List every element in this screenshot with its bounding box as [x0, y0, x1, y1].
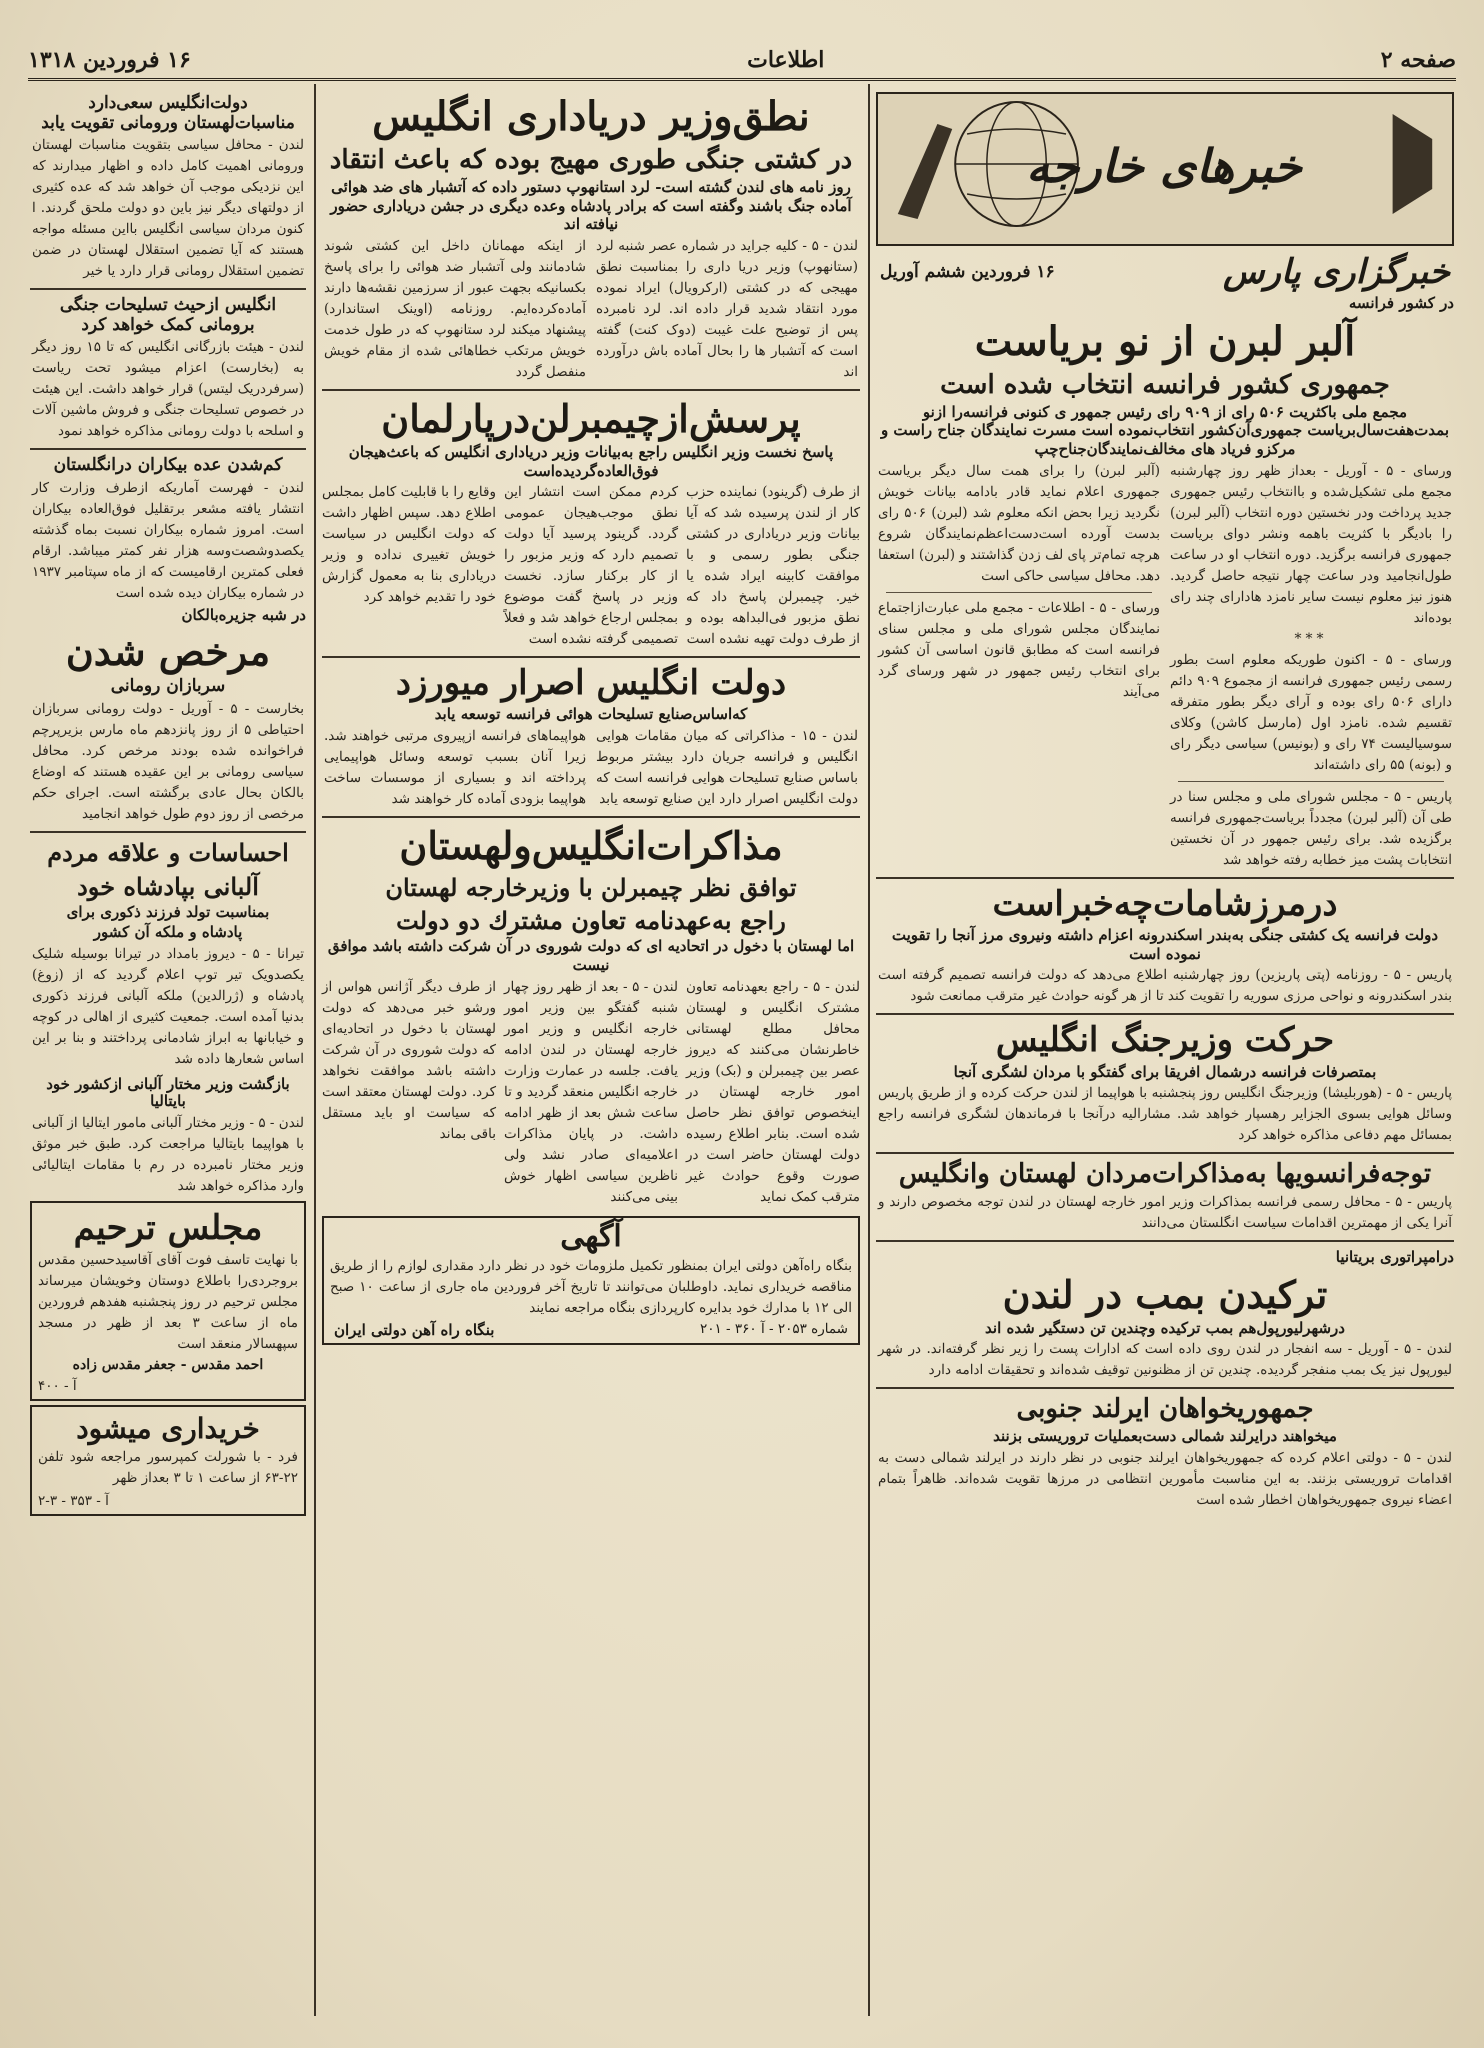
headline-albania: احساسات و علاقه مردم — [47, 838, 289, 868]
british-insist-body — [324, 726, 858, 810]
separator-stars: *** — [1294, 630, 1328, 647]
agency-date: ۱۶ فروردین ششم آوریل — [880, 262, 1055, 282]
paper-name: اطلاعات — [747, 47, 825, 73]
anglo-polish-body-c: از طرف دیگر آژانس هواس از ورشو خبر می‌دهد که دولت لهستان با دخول در اتحادیه‌ای که دولت شوروی در آن شرکت داشته باشد موافقت نخواهد کرد. دولت لهستان معتقد است که سیاست او باید مستقل باقی بماند — [322, 978, 496, 1142]
rule — [322, 389, 860, 391]
lebrun-body — [878, 461, 1452, 871]
column-divider-left — [314, 84, 316, 2016]
british-insist-body-a: لندن - ۱۵ - مذاکراتی که میان مقامات هوایی انگلیس و فرانسه جریان دارد بیشتر مربوط باساس صنایع تسلیحات هوایی فرانسه است که دولت انگلیس اصرار دارد این صنایع توسعه یابد — [596, 728, 858, 808]
memorial-notice — [30, 1201, 306, 1402]
rule — [876, 1013, 1454, 1015]
headline-albanian-minister: بازگشت وزیر مختار آلبانی ازکشور خود بایتالیا — [46, 1075, 290, 1111]
column-middle — [318, 88, 864, 2016]
rule — [876, 877, 1454, 879]
headline-chamberlain-question: پرسش‌ازچیمبرلن‌درپارلمان — [381, 396, 801, 442]
issue-date: ۱۶ فروردین ۱۳۱۸ — [28, 47, 191, 73]
sub-london-bomb: درشهرلیورپول‌هم بمب ترکیده وچندین تن دستگیر شده اند — [985, 1318, 1345, 1337]
sub-albania-2: بمناسبت تولد فرزند ذکوری برای — [66, 902, 270, 921]
body-london-bomb: لندن - ۵ - آوریل - سه انفجار در لندن روی داده است که ادارات پست را زیر نظر گرفته‌اند. در شهر لیورپول نیز یک بمب منفجر گردیده. چندین تن از مظنونین توقیف شده‌اند و تحقیقات ادامه دارد — [878, 1341, 1452, 1379]
headline-anglo-polish: مذاکرات‌انگلیس‌ولهستان — [399, 823, 783, 869]
headline-lebrun-sub: جمهوری کشور فرانسه انتخاب شده است — [940, 369, 1390, 400]
headline-discharge: مرخص شدن — [65, 629, 271, 675]
sub-anglo-polish-2: راجع به‌عهدنامه تعاون مشترك دو دولت — [396, 906, 786, 936]
british-insist-body-b: هواپیماهای فرانسه ازپیروی مرتبی خواهند شد. زیرا آنان بسبب توسعه وسائل هواپیمایی پرداخته اند و بسیاری از موسسات ساخت هواپیما بزودی آماده کار خواهند شد — [324, 728, 586, 808]
column-foreign-news — [872, 88, 1458, 2016]
sub-chamberlain-question: پاسخ نخست وزیر انگلیس راجع به‌بیانات وزیر دریاداری انگلیس که باعث‌هیجان فوق‌العاده‌گردیده‌است — [348, 442, 834, 480]
headline-unemployment: کم‌شدن عده بیکاران در‌انگلستان — [53, 455, 283, 476]
rule — [322, 816, 860, 818]
rule — [322, 656, 860, 658]
headline-french-attention: توجه‌فرانسویها به‌مذاکرات‌مردان لهستان وانگلیس — [898, 1159, 1432, 1190]
rule — [30, 831, 306, 833]
sub-admiralty-speech: در کشتی جنگی طوری مهیج بوده که باعث انتقاد — [329, 145, 853, 175]
purchase-title: خریداری میشود — [76, 1412, 260, 1446]
body-irish-republicans: لندن - ۵ - دولتی اعلام کرده که جمهوریخواهان ایرلند جنوبی در نظر دارند در ایرلند شمالی دست به اقدامات تروریستی بزنند. به این مناسبت مأمورین انتظامی در مرزها تقویت شده‌اند. ظاهراً بتمام اعضاء نیروی جمهوریخواهان اخطار شده است — [878, 1450, 1452, 1509]
purchase-code: آ - ۳۵۳ - ۳-۲ — [38, 1493, 109, 1510]
body-poland-romania: لندن - محافل سیاسی بتقویت مناسبات لهستان ورومانی اهمیت کامل داده و اظهار میدارند که این نزدیکی موجب آن خواهد شد که عده کثیری از دولتهای دیگر نیز باین دو دولت ملحق گردند. ا کنون مردان سیاسی انگلیس بااین مسئله مواجه هستند که آیا تضمین استقلال لهستان در ضمن تضمین استقلال رومانی قرار دارد یا خیر — [32, 137, 304, 280]
deck-anglo-polish: اما لهستان با دخول در اتحادیه ای که دولت شوروی در آن شرکت داشته باشد موافق نیست — [327, 937, 855, 974]
memorial-signature: احمد مقدس - جعفر مقدس زاده — [72, 1356, 264, 1373]
body-war-minister: پاریس - ۵ - (هوربلیشا) وزیرجنگ انگلیس روز پنجشنبه با هواپیما از لندن حرکت کرده و از طریق پاریس وسائل هوایی بسوی الجزایر رهسپار خواهد شد. مشارالیه درآنجا با فرماندهان لشگری فرانسه راجع بمسائل مهم دفاعی مذاکره خواهد کرد — [878, 1085, 1452, 1144]
headline-arms-romania: انگلیس ازحیث تسلیحات جنگی برومانی کمک خواهد کرد — [59, 295, 277, 335]
headline-british-insist: دولت انگلیس اصرار میورزد — [395, 663, 787, 704]
column-left — [26, 88, 310, 2016]
admiralty-body-a: لندن - ۵ - کلیه جراید در شماره عصر شنبه لرد (ستانهوپ) وزیر دریا داری را بمناسبت نطق مهیجی که در کشتی (ارکرویال) ایراد نموده مورد انتقاد شدید قرار داده اند. لرد نامبرده پس از توضیح علت غیبت (دوک کنت) گفته است که آتشبار ها را بحال آماده باش درآورده اند — [596, 238, 858, 381]
body-arms-romania: لندن - هیئت بازرگانی انگلیس که تا ۱۵ روز دیگر به (بخارست) اعزام میشود تحت ریاست (سرفردریک لیتس) قرار خواهد داشت. این هیئت در خصوص تسلیحات جنگی و فروش ماشین آلات و اسلحه با دولت رومانی مذاکره خواهد نمود — [32, 339, 304, 440]
chamberlain-body-c: وقایع را با قابلیت کامل بمجلس اطلاع دهد. سپس اظهار داشت که دولت انگلیس در سیاست خویش تغییری نداده و وزیر دریاداری بنا به معمول گزارش خود را تقدیم خواهد کرد — [322, 484, 496, 606]
headline-admiralty-speech: نطق‌وزیر دریاداری انگلیس — [372, 93, 810, 140]
chamberlain-body-a: از طرف (گرینود) نماینده حزب کار از لندن پرسیده شد که آیا بیانات وزیر دریاداری در کشتی جنگی بطور رسمی و با موافقت کابینه ایراد شده یا خیر. چیمبرلن پاسخ داد که نطق مزبور فی‌البداهه بوده و از طرف دولت تهیه نشده است — [686, 484, 860, 648]
agency-name: خبرگزاری پارس — [1222, 252, 1450, 292]
kicker-balkans: در شبه جزیره‌بالکان — [181, 605, 306, 624]
memorial-code: آ - ۴۰۰ — [38, 1378, 77, 1395]
sub-albania-1: آلبانی بپادشاه خود — [77, 872, 259, 902]
sub-british-insist: که‌اساس‌صنایع تسلیحات هوائی فرانسه توسعه یابد — [434, 705, 748, 724]
headline-london-bomb: ترکیدن بمب در لندن — [1002, 1271, 1328, 1317]
kicker-british-empire: درامپراتوری بریتانیا — [1335, 1248, 1454, 1267]
sub-syria-border: دولت فرانسه یک کشتی جنگی به‌بندر اسکندرونه اعزام داشته ونیروی مرز آنجا را تقویت نموده است — [891, 925, 1439, 963]
railway-advertisement — [322, 1216, 860, 1346]
anglo-polish-body-a: لندن - ۵ - راجع بعهدنامه تعاون مشترک انگلیس و لهستان محافل مطلع لهستانی خاطرنشان می‌کنند که دیروز عصر بین چیمبرلن و (بک) وزیر امور خارجه لهستان در اینخصوص توافق نظر حاصل شده است. بنابر اطلاع رسیده دولت لهستان حاضر است در صورت وقوع حوادث غیر مترقب کمک نماید — [686, 978, 860, 1205]
rule — [876, 1152, 1454, 1154]
ad-number: شماره ۲۰۵۳ - آ ۳۶۰ - ۲۰۱ — [699, 1321, 848, 1338]
headline-war-minister: حرکت وزیرجنگ انگلیس — [995, 1020, 1335, 1061]
separator-rule — [1178, 781, 1444, 782]
purchase-body: فرد - با شورلت کمپرسور مراجعه شود تلفن ۲۲-۶۳ از ساعت ۱ تا ۳ بعداز ظهر — [38, 1449, 298, 1487]
deck-admiralty-speech: روز نامه های لندن گشته است- لرد استانهوپ دستور داده که آتشبار های ضد هوائی آماده جنگ باشند وگفته است که برادر پادشاه وعده دیگری در جشن دریاداری حضور نیافته اند — [330, 177, 852, 234]
separator-rule — [886, 592, 1152, 593]
headline-irish-republicans: جمهوریخواهان ایرلند جنوبی — [1016, 1394, 1314, 1425]
admiralty-body-b: از اینکه مهمانان داخل این کشتی شوند شادمانند ولی آتشبار ضد هوائی را برای پاسخ بکسانیکه بجهت عبور از سرزمین نقشه‌ها دارند آماده‌کرده‌ایم. روزنامه (اوینک استاندارد) پیشنهاد میکند لرد ستانهوپ که در طول خدمت خویش مرتکب خطاهائی شده از مقام خویش منفصل گردد — [324, 238, 586, 381]
memorial-title: مجلس ترحیم — [73, 1207, 263, 1248]
deck-lebrun: مجمع ملی باکثریت ۵۰۶ رای از ۹۰۹ رای رئیس جمهور ی کنونی فرانسه‌را ازنو بمدت‌هفت‌سال‌بریاست جمهوری‌آن‌کشور انتخاب‌نمود‌ه است مسرت نمایندگان جناح راست و مرکزو فریاد های مخالف‌نمایندگان‌جناح‌چپ — [880, 402, 1450, 459]
headline-poland-romania: دولت‌انگلیس سعی‌دارد مناسبات‌لهستان ورومانی تقویت یابد — [41, 93, 295, 133]
sub-war-minister: بمتصرفات فرانسه درشمال افریقا برای گفتگو با مردان لشگری آنجا — [953, 1062, 1377, 1081]
sub-albania-3: پادشاه و ملکه آن کشور — [93, 923, 243, 942]
rule — [876, 1387, 1454, 1389]
body-discharge: بخارست - ۵ - آوریل - دولت رومانی سربازان احتیاطی ۵ از روز پانزدهم ماه مارس بزیرپرچم فراخوانده شده بودند مرخص کرد. محافل سیاسی رومانی بر این عقیده هستند که اوضاع بالکان بحال عادی برگشته است. اجرای حکم مرخصی از روز دوم طول خواهد انجامید — [32, 701, 304, 823]
headline-lebrun: آلبر لبرن از نو برياست — [974, 317, 1356, 365]
rule — [30, 288, 306, 290]
ad-body: بنگاه راه‌آهن دولتی ایران بمنظور تکمیل ملزومات خود در نظر دارد مقداری لوازم را از طریق مناقصه خریداری نماید. داوطلبان می‌توانند تا تاریخ آخر فروردین ماه جاری از ساعت ۱۰ صبح الی ۱۲ با مدارك خود بدایره کارپردازی بنگاه مراجعه نمایند — [330, 1258, 852, 1317]
column-divider-right — [868, 84, 870, 2016]
section-banner-title: خبرهای خارجه — [1026, 139, 1302, 193]
body-french-attention: پاریس - ۵ - محافل رسمی فرانسه بمذاکرات وزیر امور خارجه لهستان در لندن توجه مخصوص دارند و آنرا یکی از مهمترین اقدامات سیاست انگلستان می‌دانند — [878, 1194, 1452, 1232]
ad-signature: بنگاه راه آهن دولتی ایران — [334, 1321, 495, 1340]
rule — [876, 1240, 1454, 1242]
rule — [30, 448, 306, 450]
lebrun-body-a: ورسای - ۵ - آوریل - بعداز ظهر روز چهارشنبه مجمع ملی تشکیل‌شده و باانتخاب رئیس جمهوری جدید پرداخت ودر نخستین دوره انتخاب (آلبر لبرن) را بادیگر با کثریت باهمه ونشر دوای بریاست جمهوری فرانسه برگزید. دوره انتخاب او در ساعت طول‌انجامید ودر ساعت چهار نتیجه حاصل گردید. هنوز نیز معلوم نیست سایر نامزد هادارای چند رای بوده‌اند *** ورسای - ۵ - اکنون طوریکه معلوم است بطور رسمی رئیس جمهوری فرانسه از مجموع ۹۰۹ دائم دارای ۵۰۶ رای بوده و آرای دیگر بطور متفرقه تقسیم شده. نامزد اول (مارسل کاشن) وکلای سوسیالیست ۷۴ رای و (بونیس) سیاسی دیگر رای و (بونه) ۵۵ رای داشته‌اند پاریس - ۵ - مجلس شورای ملی و مجلس سنا در طی آن (آلبر لبرن) مجدداً بریاست‌جمهوری فرانسه برگزیده شد. برای رئیس جمهور در آن نخستین انتخابات پشت میز خطابه رفته خواهد شد — [1170, 462, 1453, 868]
sub-irish-republicans: میخواهند درایرلند شمالی دست‌بعملیات تروریستی بزنند — [993, 1427, 1337, 1446]
anglo-polish-body-b: لندن - ۵ - بعد از ظهر روز چهار شنبه گفتگو بین وزیر امور خارجه انگلیس و وزیر امور خارجه لهستان در لندن ادامه یافت. جلسه در عمارت وزارت خارجه انگلیس منعقد گردید و تا ساعت شش بعد از ظهر ادامه داشت. در پایان مذاکرات اعلامیه‌ای صادر نشد ولی ناظرین سیاسی اظهار خوش بینی می‌کنند — [504, 978, 678, 1205]
sub-discharge: سربازان رومانی — [110, 676, 226, 697]
body-unemployment: لندن - فهرست آماریکه ازطرف وزارت کار انتشار یافته مشعر برتقلیل فوق‌العاده بیکاران است. امروز شماره بیکاران نسبت بماه گذشته یکصدوشصت‌وسه‌ هزار نفر کمتر میباشد. ارقام فعلی کمترین ارقامیست که از ماه سپتامبر ۱۹۳۷ در شماره بیکاران دیده شده است — [32, 479, 304, 601]
chamberlain-body-b: کردم ممکن است انتشار این نطق موجب‌هیجان عمومی گردد. گرینود پرسید آیا دولت تصمیم دارد که وزیر مزبور را از کار برکنار سازد. نخست وزیر در پاسخ گفت موضوع بمجلس ارجاع خواهد شد و فعلاً تصمیمی گرفته نشده است — [504, 484, 678, 648]
sub-anglo-polish-1: توافق نظر چیمبرلن با وزیرخارجه لهستان — [385, 872, 797, 902]
masthead — [28, 42, 1456, 81]
lebrun-body-b: (آلبر لبرن) را برای همت سال دیگر بریاست جمهوری اعلام نماید قادر بادامه بیانات خویش نگردید زیرا بحض انکه معلوم شد (لبرن) ۵۰۶ رای بدست آورده است‌دست‌اعظم‌نمایندگان شروع هرچه تمام‌تر پای لف زدن گذاشتند و (لبرن) استعفا دهد. محافل سیاسی حاکی است ورسای - ۵ - اطلاعات - مجمع ملی عبارت‌ازاجتماع نمایندگان مجلس شورای ملی و مجلس سنای فرانسه است که مطابق قانون اساسی آن کشور برای انتخاب رئیس جمهور در شهر ورسای گرد می‌آیند — [878, 462, 1160, 700]
memorial-body: با نهایت تاسف فوت آقای آقاسیدحسین مقدس بروجردی‌را باطلاع دوستان وخویشان میرساند مجلس ترحیم در روز پنجشنبه هفدهم فروردین ماه از ساعت ۳ بعد از ظهر در مسجد سپهسالار منعقد است — [38, 1251, 298, 1352]
kicker: در کشور فرانسه — [1348, 294, 1454, 312]
page-number: صفحه ۲ — [1380, 47, 1456, 73]
body-albania: تیرانا - ۵ - دیروز بامداد در تیرانا بوسیله شلیک یکصدویک تیر توپ اعلام گردید که از (زوغ) پادشاه و (ژرالدین) ملکه آلبانی فرزند ذکوری بدنیا آمده است. جمعیت کثیری از اهالی در کوچه و خیابانها به ابراز شادمانی پرداختند و بنا بر این اساس شعارها داده شد — [32, 946, 304, 1068]
anglo-polish-body — [322, 977, 860, 1208]
body-albanian-minister: لندن - ۵ - وزیر مختار آلبانی مامور ایتالیا از آلبانی با هواپیما بایتالیا مراجعت کرد. طبق خبر موثق وزیر مختار نامبرده در رم با مقامات ایتالیائی وارد مذاکره خواهد شد — [32, 1114, 304, 1194]
headline-syria-border: درمرزشامات‌چه‌خبراست — [992, 883, 1338, 924]
section-banner — [876, 92, 1454, 246]
ad-title: آگهی — [560, 1218, 622, 1254]
admiralty-body — [324, 236, 858, 383]
body-syria-border: پاریس - ۵ - روزنامه (پتی پاریزین) روز چهارشنبه اطلاع می‌دهد که دولت فرانسه تصمیم گرفته است بندر اسکندرونه و نواحی مرزی سوریه را تقویت کند تا از هر گونه حوادث غیر مترقب ممانعت شود — [878, 967, 1452, 1005]
chamberlain-body — [322, 482, 860, 650]
purchase-notice — [30, 1405, 306, 1516]
